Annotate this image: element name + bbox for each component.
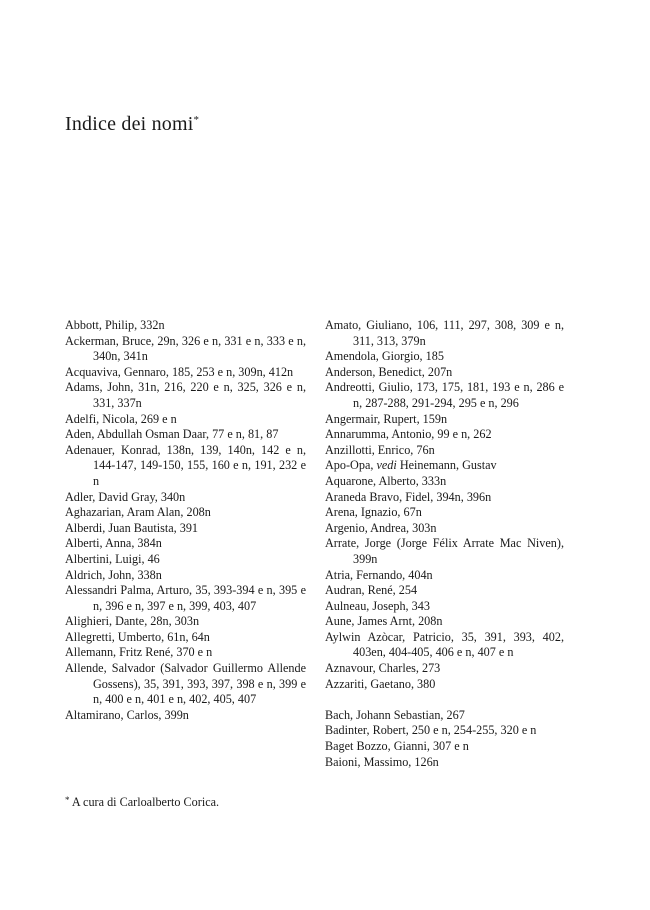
index-entry: Alessandri Palma, Arturo, 35, 393-394 e n, 395 e n, 396 e n, 397 e n, 399, 403, 407 bbox=[65, 583, 306, 613]
index-entry: Badinter, Robert, 250 e n, 254-255, 320 e n bbox=[325, 723, 537, 738]
index-entry-cross-reference bbox=[325, 458, 564, 474]
footnote-text: A cura di Carloalberto Corica. bbox=[71, 795, 220, 809]
footnote bbox=[65, 795, 219, 810]
index-entry: Aylwin Azòcar, Patricio, 35, 391, 393, 402, 403en, 404-405, 406 e n, 407 e n bbox=[325, 629, 564, 660]
index-entry: Aghazarian, Aram Alan, 208n bbox=[65, 505, 211, 520]
index-entry: Allende, Salvador (Salvador Guillermo Allende Gossens), 35, 391, 393, 397, 398 e n, 399 e n, 400 e n, 401 e n, 402, 405, 407 bbox=[65, 661, 306, 707]
index-entry: Araneda Bravo, Fidel, 394n, 396n bbox=[325, 489, 492, 504]
index-entry: Anderson, Benedict, 207n bbox=[325, 364, 453, 379]
index-entry: Arena, Ignazio, 67n bbox=[325, 505, 422, 520]
index-entry: Allemann, Fritz René, 370 e n bbox=[65, 645, 213, 660]
index-entry: Adams, John, 31n, 216, 220 e n, 325, 326 e n, 331, 337n bbox=[65, 380, 306, 410]
index-column-left bbox=[65, 318, 306, 723]
title-text: Indice dei nomi bbox=[65, 113, 194, 135]
index-entry: Annarumma, Antonio, 99 e n, 262 bbox=[325, 427, 492, 442]
index-entry: Audran, René, 254 bbox=[325, 583, 418, 598]
index-entry: Albertini, Luigi, 46 bbox=[65, 551, 160, 566]
index-entry: Aznavour, Charles, 273 bbox=[325, 661, 441, 676]
index-entry: Andreotti, Giulio, 173, 175, 181, 193 e n, 286 e n, 287-288, 291-294, 295 e n, 296 bbox=[325, 380, 564, 410]
index-entry: Altamirano, Carlos, 399n bbox=[65, 707, 189, 722]
index-entry: Adler, David Gray, 340n bbox=[65, 489, 186, 504]
index-entry: Angermair, Rupert, 159n bbox=[325, 411, 448, 426]
index-entry: Aden, Abdullah Osman Daar, 77 e n, 81, 87 bbox=[65, 427, 279, 442]
index-entry: Abbott, Philip, 332n bbox=[65, 318, 165, 332]
index-entry: Aune, James Arnt, 208n bbox=[325, 614, 443, 629]
index-entry: Aulneau, Joseph, 343 bbox=[325, 598, 430, 613]
index-entry: Ackerman, Bruce, 29n, 326 e n, 331 e n, 333 e n, 340n, 341n bbox=[65, 333, 306, 364]
index-entry: Alberti, Anna, 384n bbox=[65, 536, 162, 551]
cross-ref-target: Heinemann, Gustav bbox=[399, 458, 497, 473]
cross-ref-name: Apo-Opa, bbox=[325, 458, 374, 473]
index-entry: Amato, Giuliano, 106, 111, 297, 308, 309 e n, 311, 313, 379n bbox=[325, 318, 564, 348]
page-title bbox=[65, 113, 199, 136]
index-entry: Argenio, Andrea, 303n bbox=[325, 520, 437, 535]
index-entry: Anzillotti, Enrico, 76n bbox=[325, 442, 435, 457]
index-entry: Allegretti, Umberto, 61n, 64n bbox=[65, 629, 210, 644]
index-entry: Atria, Fernando, 404n bbox=[325, 567, 433, 582]
index-entry: Azzariti, Gaetano, 380 bbox=[325, 676, 436, 691]
index-entry: Adelfi, Nicola, 269 e n bbox=[65, 411, 177, 426]
index-entry: Amendola, Giorgio, 185 bbox=[325, 349, 444, 364]
index-column-right bbox=[325, 318, 564, 770]
index-entry: Aldrich, John, 338n bbox=[65, 567, 162, 582]
index-entry: Baget Bozzo, Gianni, 307 e n bbox=[325, 739, 469, 754]
cross-ref-vedi: vedi bbox=[376, 458, 397, 473]
index-entry: Arrate, Jorge (Jorge Félix Arrate Mac Niven), 399n bbox=[325, 536, 564, 566]
title-footnote-mark: * bbox=[193, 114, 200, 126]
index-entry: Adenauer, Konrad, 138n, 139, 140n, 142 e n, 144-147, 149-150, 155, 160 e n, 191, 232 e n bbox=[65, 442, 306, 488]
index-entry: Bach, Johann Sebastian, 267 bbox=[325, 707, 465, 722]
index-entry: Alberdi, Juan Bautista, 391 bbox=[65, 520, 199, 535]
footnote-mark: * bbox=[65, 795, 70, 805]
index-entry: Aquarone, Alberto, 333n bbox=[325, 473, 447, 488]
index-entry: Baioni, Massimo, 126n bbox=[325, 754, 439, 769]
index-entry: Acquaviva, Gennaro, 185, 253 e n, 309n, 412n bbox=[65, 364, 294, 379]
index-entry: Alighieri, Dante, 28n, 303n bbox=[65, 614, 200, 629]
